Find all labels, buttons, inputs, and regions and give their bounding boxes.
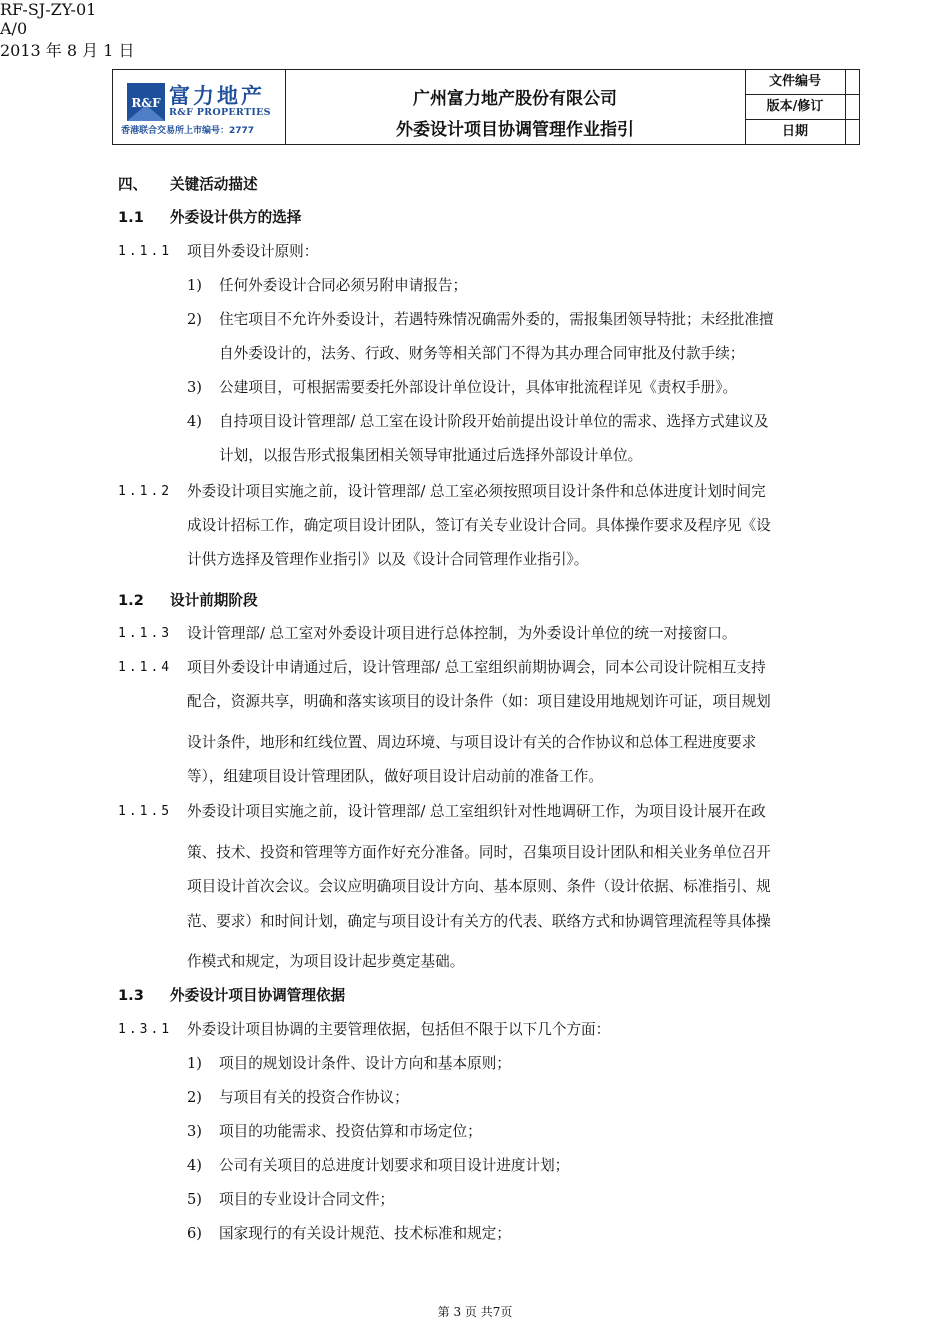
list-item-text: 项目的功能需求、投资估算和市场定位； (219, 1123, 482, 1140)
section-1-3-number: 1.3 (118, 987, 144, 1004)
section-4-number: 四、 (118, 176, 148, 193)
clause-1-1-2-number: 1.1.2 (118, 484, 173, 499)
section-1-2-number: 1.2 (118, 592, 144, 609)
paragraph-line: 外委设计项目实施之前，设计管理部/ 总工室组织针对性地调研工作，为项目设计展开在政 (187, 803, 766, 820)
list-item-text: 计划，以报告形式报集团相关领导审批通过后选择外部设计单位。 (219, 447, 643, 464)
rf-logo-mark-icon (127, 83, 165, 121)
meta-divider (845, 70, 846, 144)
list-item-number: 1) (187, 277, 202, 294)
document-meta (745, 70, 859, 144)
meta-label: 文件编号 (768, 74, 821, 89)
list-item-number: 3) (187, 1123, 202, 1140)
list-item-number: 2) (187, 311, 202, 328)
meta-value-file-no: RF-SJ-ZY-01 (0, 0, 97, 19)
clause-1-1-1-number: 1.1.1 (118, 244, 173, 259)
meta-row-file-no (745, 70, 859, 94)
company-name: 广州富力地产股份有限公司 (413, 89, 617, 109)
list-item-text: 项目的专业设计合同文件； (219, 1191, 395, 1208)
page-number: 第 3 页 共7页 (437, 1305, 513, 1319)
section-1-2-title: 设计前期阶段 (170, 592, 258, 609)
meta-row-version (745, 94, 859, 119)
paragraph-line: 范、要求）和时间计划，确定与项目设计有关方的代表、联络方式和协调管理流程等具体操 (187, 913, 771, 930)
clause-1-1-5-number: 1.1.5 (118, 804, 173, 819)
clause-1-1-3-number: 1.1.3 (118, 626, 173, 641)
list-item-text: 国家现行的有关设计规范、技术标准和规定； (219, 1225, 511, 1242)
paragraph-line: 计供方选择及管理作业指引》以及《设计合同管理作业指引》。 (187, 551, 589, 568)
logo-mark-text: R&F (131, 96, 161, 110)
meta-row-date (745, 119, 859, 144)
list-item-number: 5) (187, 1191, 202, 1208)
section-1-1-title: 外委设计供方的选择 (170, 209, 302, 226)
logo-chinese-name: 富力地产 (169, 83, 265, 108)
paragraph-line: 等），组建项目设计管理团队，做好项目设计启动前的准备工作。 (187, 768, 603, 785)
logo-english-name: R&F PROPERTIES (169, 107, 271, 118)
logo (113, 70, 286, 144)
clause-1-1-1-text: 项目外委设计原则： (187, 243, 319, 260)
paragraph-line: 项目外委设计申请通过后，设计管理部/ 总工室组织前期协调会，同本公司设计院相互支持 (187, 659, 766, 676)
list-item-text: 住宅项目不允许外委设计，若遇特殊情况确需外委的，需报集团领导特批；未经批准擅 (219, 311, 774, 328)
paragraph-line: 作模式和规定，为项目设计起步奠定基础。 (187, 953, 465, 970)
clause-1-1-4-number: 1.1.4 (118, 660, 173, 675)
list-item-text: 任何外委设计合同必须另附申请报告； (219, 277, 468, 294)
list-item-number: 1) (187, 1055, 202, 1072)
section-4-title: 关键活动描述 (170, 176, 258, 193)
list-item-number: 2) (187, 1089, 202, 1106)
meta-label: 日期 (781, 124, 808, 139)
clause-1-3-1-number: 1.3.1 (118, 1022, 173, 1037)
paragraph-line: 设计条件，地形和红线位置、周边环境、与项目设计有关的合作协议和总体工程进度要求 (187, 734, 757, 751)
document-title: 外委设计项目协调管理作业指引 (396, 120, 634, 140)
clause-1-3-1-text: 外委设计项目协调的主要管理依据，包括但不限于以下几个方面： (187, 1021, 611, 1038)
list-item-number: 6) (187, 1225, 202, 1242)
list-item-number: 4) (187, 1157, 202, 1174)
list-item-number: 4) (187, 413, 202, 430)
list-item-text: 项目的规划设计条件、设计方向和基本原则； (219, 1055, 511, 1072)
section-1-1-number: 1.1 (118, 209, 144, 226)
list-item-text: 与项目有关的投资合作协议； (219, 1089, 409, 1106)
paragraph-line: 项目设计首次会议。会议应明确项目设计方向、基本原则、条件（设计依据、标准指引、规 (187, 878, 771, 895)
paragraph-line: 策、技术、投资和管理等方面作好充分准备。同时，召集项目设计团队和相关业务单位召开 (187, 844, 771, 861)
meta-value-date: 2013 年 8 月 1 日 (0, 41, 135, 60)
paragraph-line: 设计管理部/ 总工室对外委设计项目进行总体控制，为外委设计单位的统一对接窗口。 (187, 625, 737, 642)
paragraph-line: 成设计招标工作，确定项目设计团队，签订有关专业设计合同。具体操作要求及程序见《设 (187, 517, 771, 534)
logo-listing-number: 香港联合交易所上市编号：2777 (121, 126, 255, 136)
paragraph-line: 外委设计项目实施之前，设计管理部/ 总工室必须按照项目设计条件和总体进度计划时间完 (187, 483, 766, 500)
header-title-cell (285, 70, 746, 144)
list-item-number: 3) (187, 379, 202, 396)
meta-label: 版本/修订 (766, 99, 824, 114)
list-item-text: 自外委设计的，法务、行政、财务等相关部门不得为其办理合同审批及付款手续； (219, 345, 745, 362)
meta-value-version: A/0 (0, 19, 28, 38)
list-item-text: 自持项目设计管理部/ 总工室在设计阶段开始前提出设计单位的需求、选择方式建议及 (219, 413, 769, 430)
document-header (112, 69, 860, 145)
list-item-text: 公司有关项目的总进度计划要求和项目设计进度计划； (219, 1157, 570, 1174)
paragraph-line: 配合，资源共享，明确和落实该项目的设计条件（如：项目建设用地规划许可证，项目规划 (187, 693, 771, 710)
section-1-3-title: 外委设计项目协调管理依据 (170, 987, 346, 1004)
list-item-text: 公建项目，可根据需要委托外部设计单位设计，具体审批流程详见《责权手册》。 (219, 379, 738, 396)
